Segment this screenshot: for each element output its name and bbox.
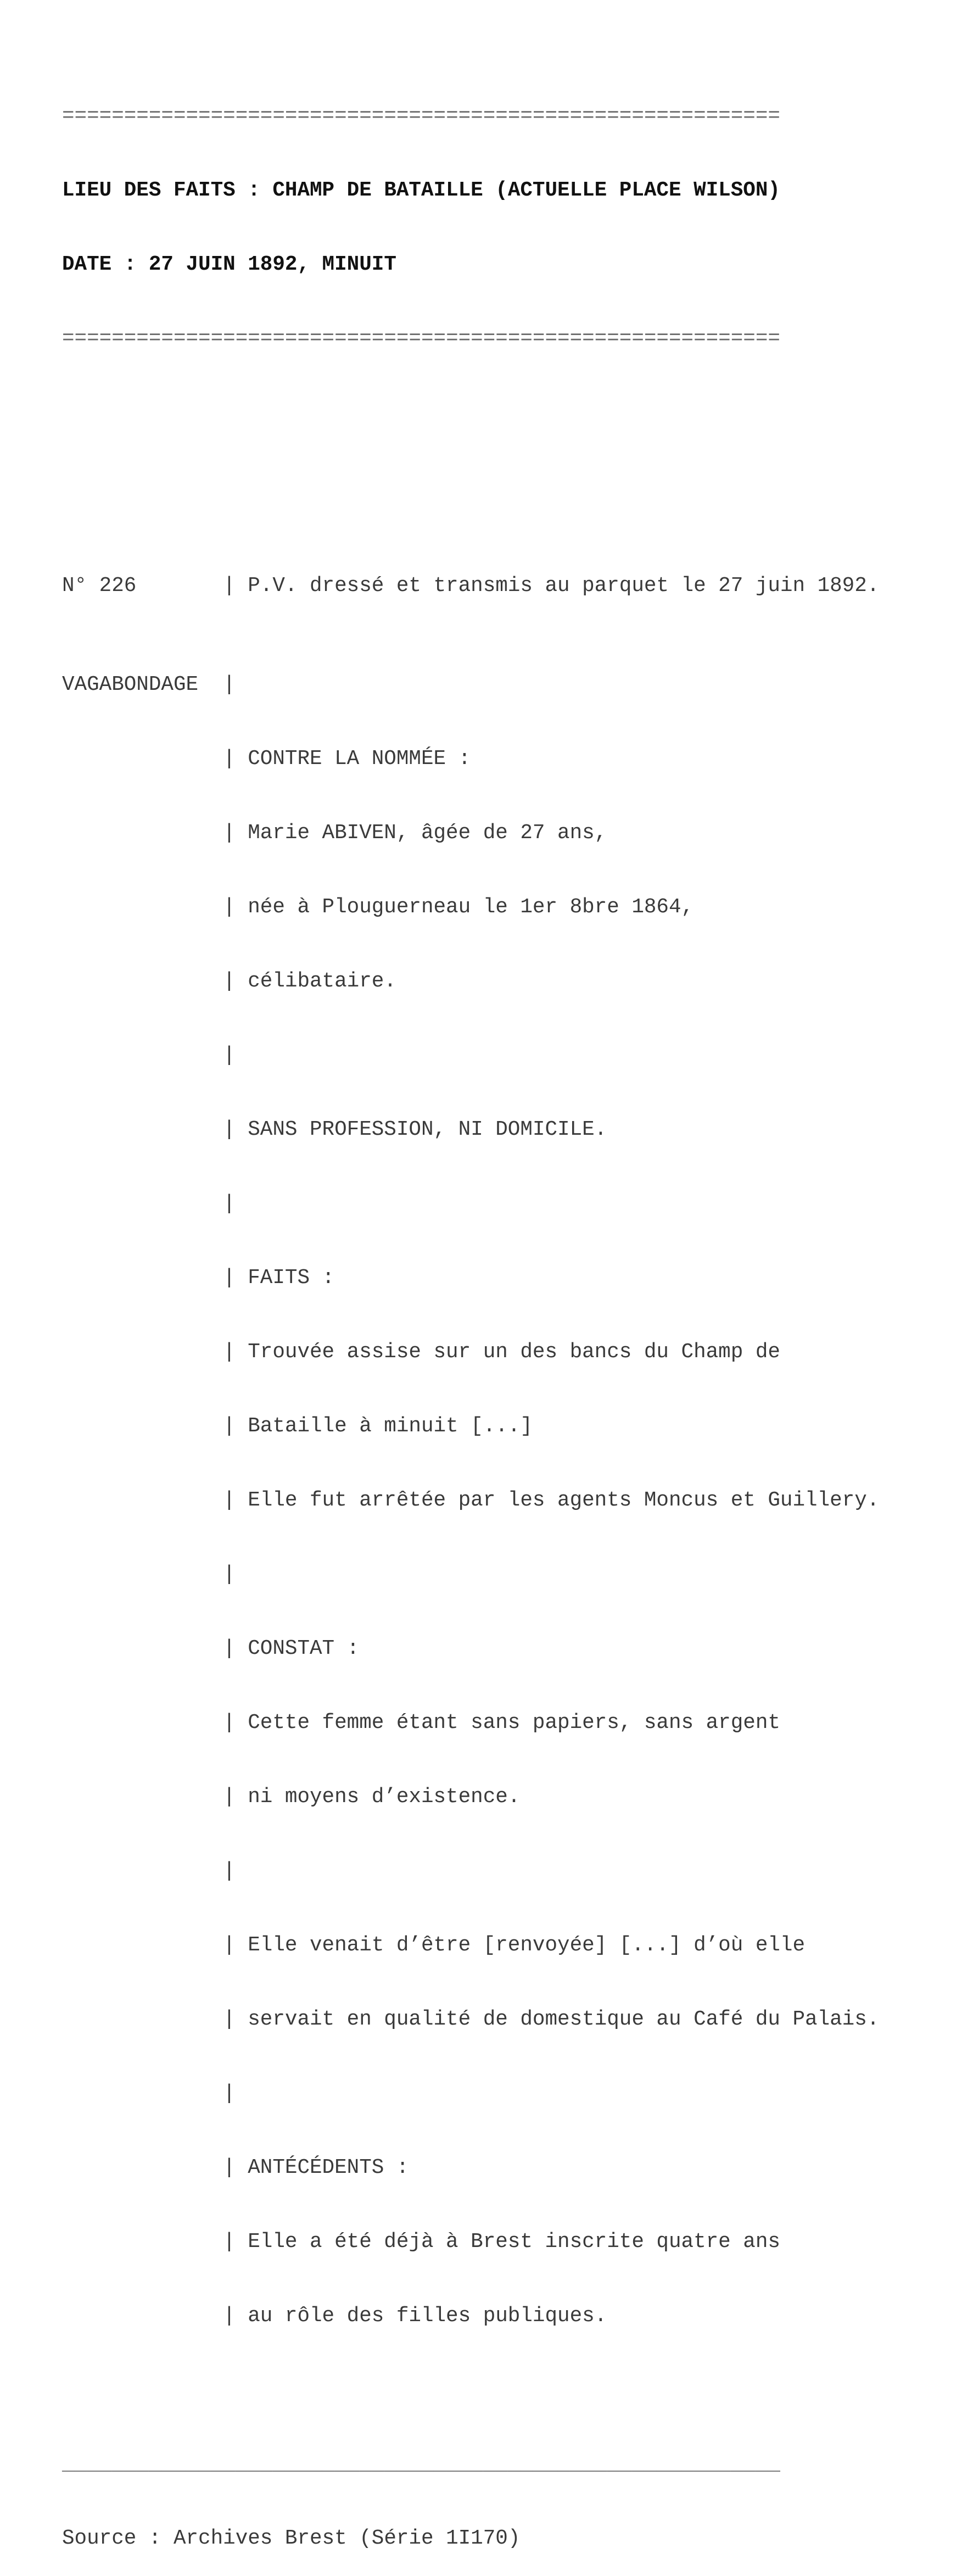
record-text: SANS PROFESSION, NI DOMICILE. [248,1118,607,1141]
record-text: Cette femme étant sans papiers, sans argent [248,1711,780,1735]
record-line [62,1044,879,1068]
column-separator: | [223,2305,236,2328]
record-line [62,673,879,698]
column-separator: | [223,1860,236,1883]
record-text: Marie ABIVEN, âgée de 27 ans, [248,822,607,845]
record-line [62,2230,879,2255]
record-text: servait en qualité de domestique au Café du Palais. [248,2008,880,2031]
column-separator: | [223,2008,236,2031]
record-line [62,574,879,599]
spacer [62,401,879,426]
column-separator: | [223,2231,236,2254]
column-separator: | [223,1786,236,1809]
column-separator: | [223,896,236,919]
column-separator: | [223,575,236,598]
record-line [62,1785,879,1810]
record-line [62,1340,879,1365]
column-separator: | [223,1341,236,1364]
column-separator: | [223,1044,236,1067]
record-text: Elle fut arrêtée par les agents Moncus et Guillery. [248,1489,880,1512]
source-citation: Source : Archives Brest (Série 1I170) [62,2527,521,2550]
record-text: née à Plouguerneau le 1er 8bre 1864, [248,896,694,919]
column-separator: | [223,2082,236,2105]
column-separator: | [223,1267,236,1290]
record-number: N° 226 [62,575,137,598]
section-heading-antecedents: ANTÉCÉDENTS : [248,2156,409,2179]
record-line [62,1637,879,1661]
record-line [62,747,879,772]
column-separator: | [223,1192,236,1215]
record-line [62,895,879,920]
column-separator: | [223,2156,236,2179]
section-heading-constat: CONSTAT : [248,1637,360,1660]
record-line [62,1488,879,1513]
record-text: Elle a été déjà à Brest inscrite quatre ans [248,2231,780,2254]
record-line [62,1118,879,1142]
record-line [62,2304,879,2329]
section-heading-faits: FAITS : [248,1267,335,1290]
record-line [62,1414,879,1439]
column-separator: | [223,748,236,771]
footer-rule: __________________________________________________________ [62,2453,780,2476]
record-line [62,1933,879,1958]
column-separator: | [223,673,236,696]
record-line [62,1859,879,1884]
record-text: célibataire. [248,970,396,993]
record-body [62,500,879,2378]
column-separator: | [223,1415,236,1438]
column-separator: | [223,1934,236,1957]
column-separator: | [223,1489,236,1512]
record-text: ni moyens d’existence. [248,1786,521,1809]
column-separator: | [223,822,236,845]
record-text: au rôle des filles publiques. [248,2305,607,2328]
location-heading: LIEU DES FAITS : CHAMP DE BATAILLE (ACTUELLE PLACE WILSON) [62,179,780,202]
record-text: P.V. dressé et transmis au parquet le 27 juin 1892. [248,575,880,598]
record-line [62,2156,879,2181]
police-report-document [62,55,879,2576]
record-line [62,1266,879,1291]
record-line [62,821,879,846]
record-line [62,2082,879,2106]
section-heading-contre: CONTRE LA NOMMÉE : [248,748,471,771]
record-text: Bataille à minuit [...] [248,1415,533,1438]
header-rule-top: ========================================================== [62,105,780,128]
column-separator: | [223,1637,236,1660]
record-text: Trouvée assise sur un des bancs du Champ de [248,1341,780,1364]
record-line [62,1711,879,1736]
column-separator: | [223,1563,236,1586]
record-line [62,1192,879,1217]
record-line [62,2008,879,2032]
column-separator: | [223,1118,236,1141]
record-category: VAGABONDAGE [62,673,199,696]
record-text: Elle venait d’être [renvoyée] [...] d’où elle [248,1934,806,1957]
column-separator: | [223,1711,236,1735]
header-rule-bottom: ========================================================== [62,327,780,350]
record-line [62,1563,879,1587]
record-line [62,969,879,994]
column-separator: | [223,970,236,993]
date-heading: DATE : 27 JUIN 1892, MINUIT [62,253,396,276]
